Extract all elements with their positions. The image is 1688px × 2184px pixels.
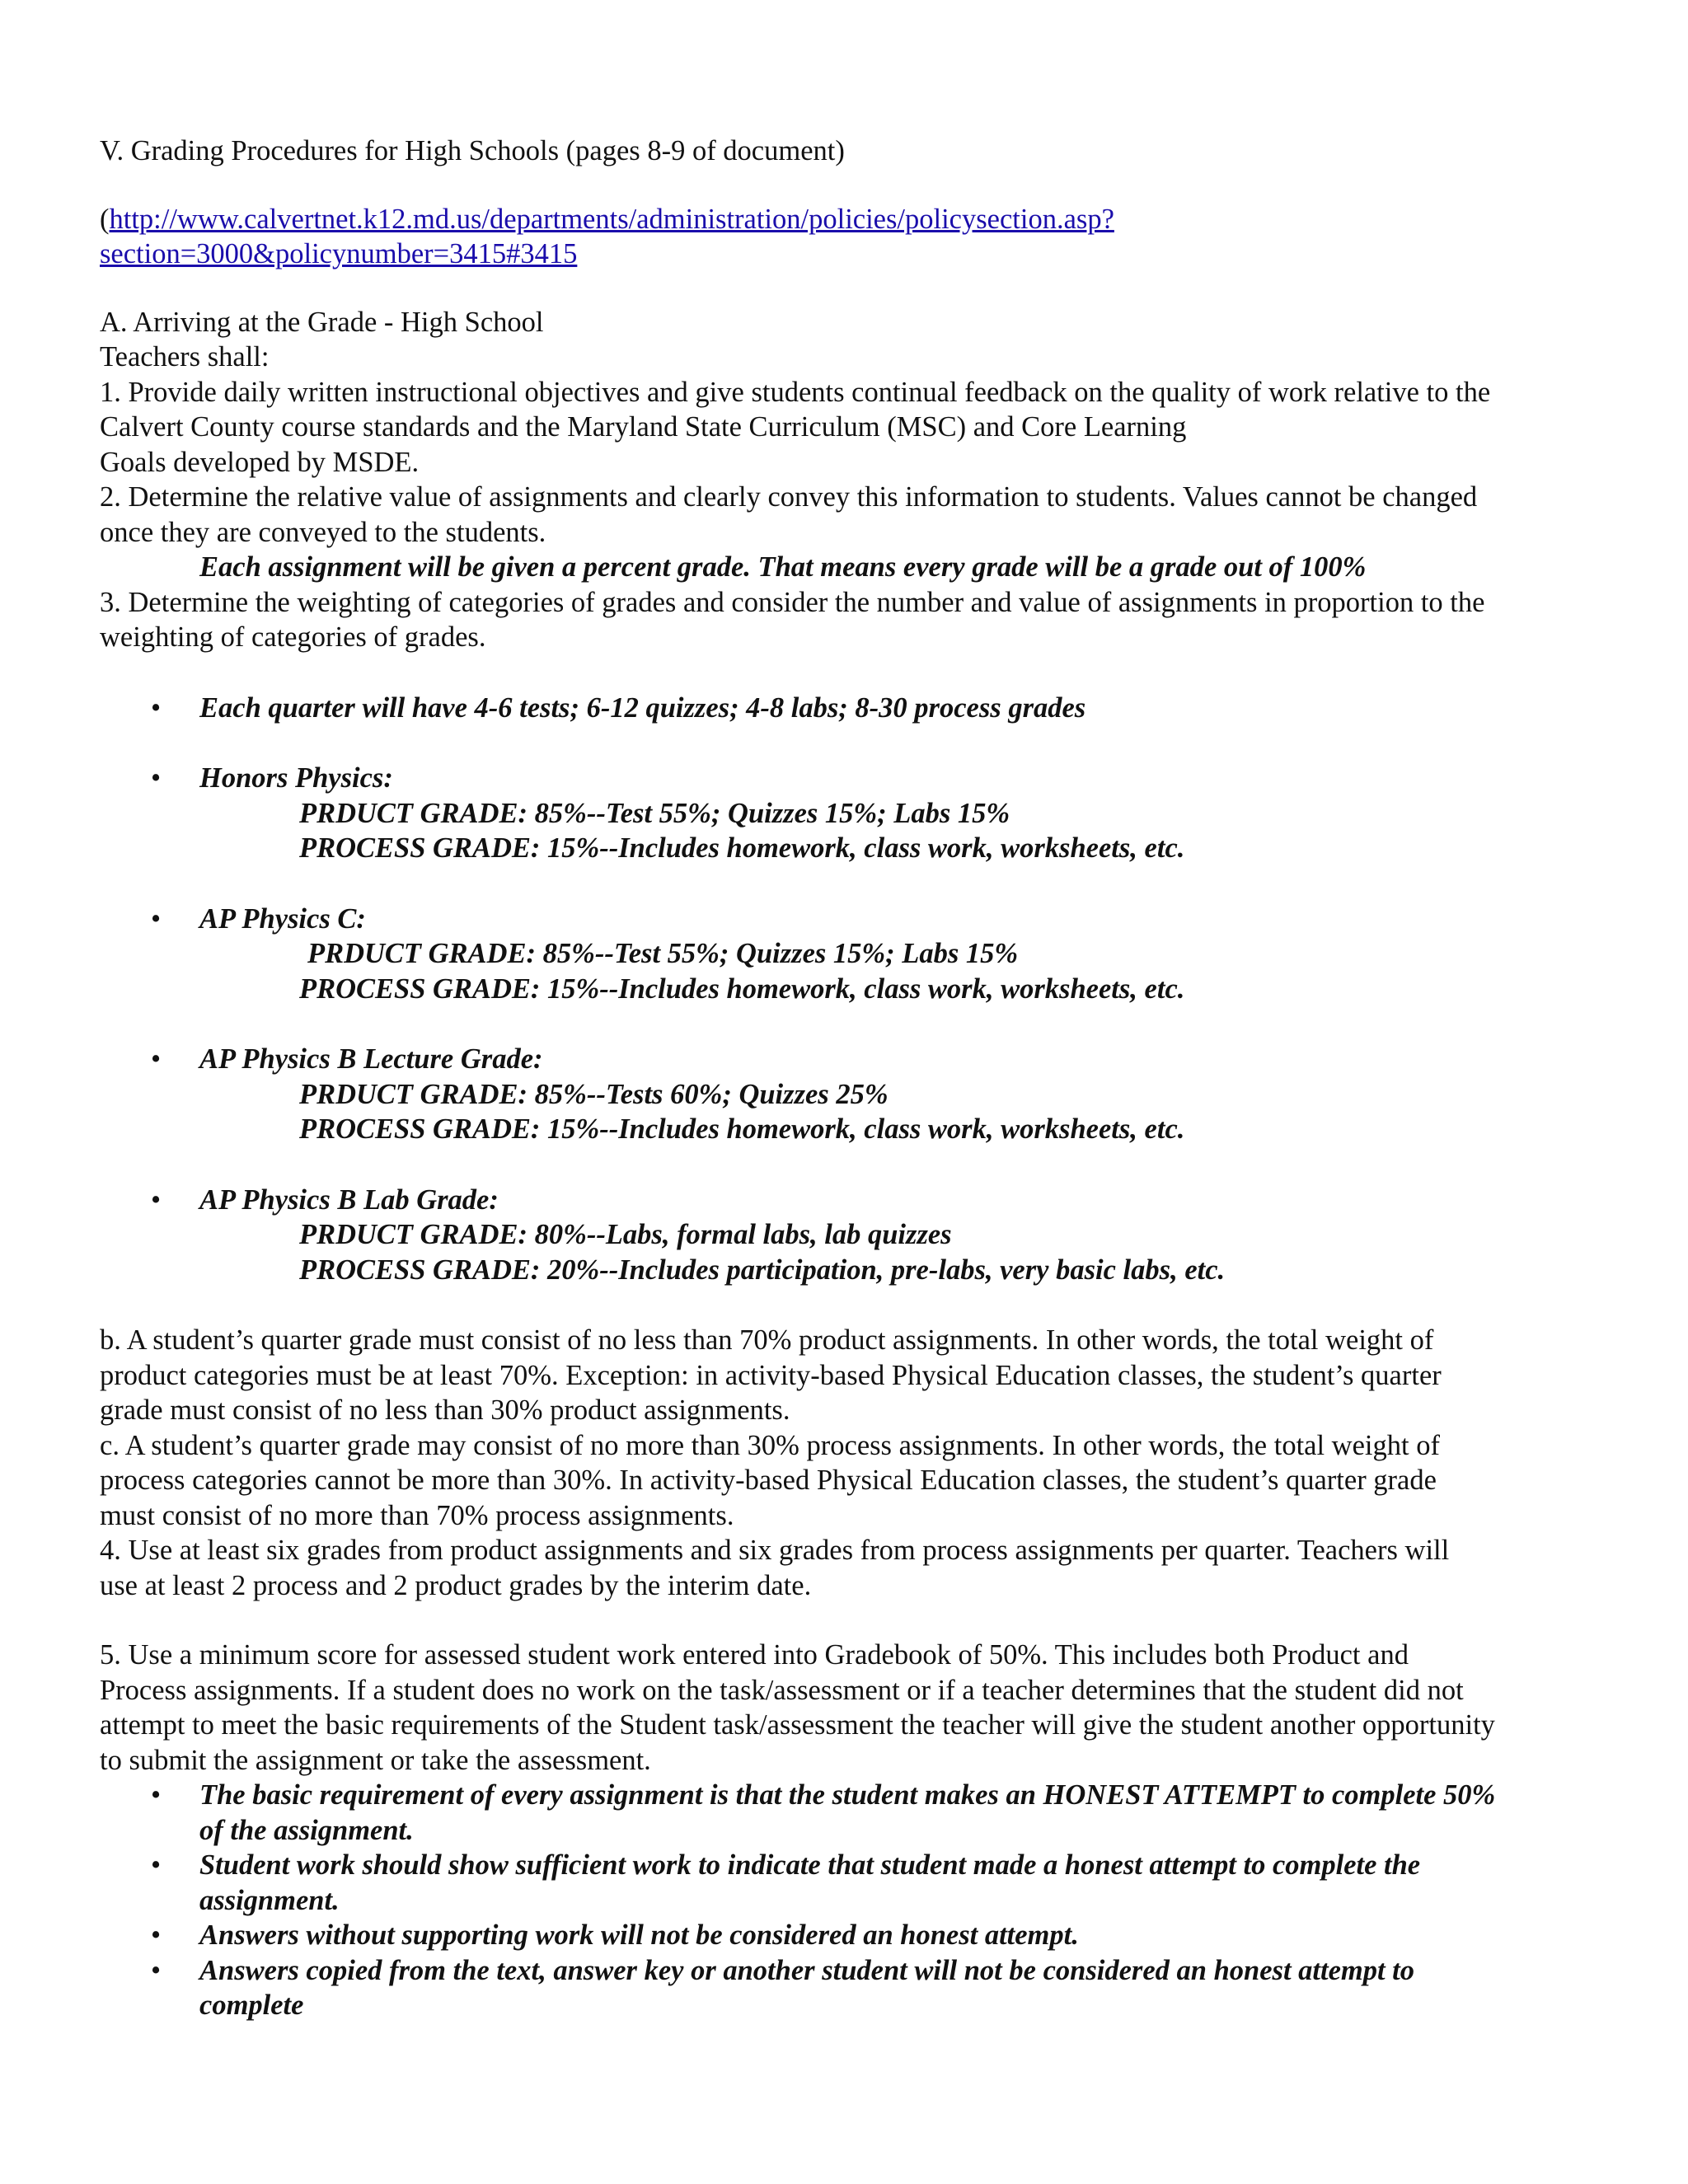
- para-b-line-3: grade must consist of no less than 30% product assignments.: [100, 1394, 790, 1426]
- list-item: [100, 1042, 1608, 1077]
- bullet-icon: •: [151, 1919, 162, 1951]
- process-grade-line: PROCESS GRADE: 15%--Includes homework, class work, worksheets, etc.: [299, 972, 1185, 1005]
- product-grade-line: PRDUCT GRADE: 85%--Test 55%; Quizzes 15%; Labs 15%: [307, 938, 1019, 969]
- process-grade-line: PROCESS GRADE: 15%--Includes homework, class work, worksheets, etc.: [299, 1113, 1185, 1145]
- policy-url-part-2[interactable]: section=3000&policynumber=3415#3415: [100, 238, 578, 269]
- item-1-line-3: Goals developed by MSDE.: [100, 446, 420, 478]
- para-b-line-2: product categories must be at least 70%. Exception: in activity-based Physical Education classes, the student’s quarter: [100, 1359, 1442, 1391]
- process-grade-line: PROCESS GRADE: 20%--Includes participation, pre-labs, very basic labs, etc.: [299, 1254, 1226, 1286]
- copied-answers-rule-line-2: complete: [199, 1990, 304, 2021]
- item-4-line-2: use at least 2 process and 2 product grades by the interim date.: [100, 1569, 812, 1601]
- teachers-shall-intro: Teachers shall:: [100, 341, 270, 373]
- item-5-line-1: 5. Use a minimum score for assessed student work entered into Gradebook of 50%. This includes both Product and: [100, 1639, 1409, 1671]
- para-b-line-1: b. A student’s quarter grade must consist of no less than 70% product assignments. In other words, the total weight of: [100, 1324, 1434, 1356]
- item-5-line-2: Process assignments. If a student does no work on the task/assessment or if a teacher determines that the student did not: [100, 1674, 1464, 1706]
- copied-answers-rule-line-1: Answers copied from the text, answer key or another student will not be considered an honest attempt to: [199, 1954, 1415, 1986]
- bullet-icon: •: [151, 762, 162, 794]
- bullet-icon: •: [151, 902, 162, 935]
- process-grade-line: PROCESS GRADE: 15%--Includes homework, class work, worksheets, etc.: [299, 832, 1185, 864]
- bullet-icon: •: [151, 1043, 162, 1075]
- item-3-line-2: weighting of categories of grades.: [100, 621, 486, 653]
- section-a-heading: A. Arriving at the Grade - High School: [100, 306, 544, 338]
- supporting-work-rule: Answers without supporting work will not be considered an honest attempt.: [199, 1919, 1079, 1951]
- policy-url-part-1[interactable]: http://www.calvertnet.k12.md.us/departments/administration/policies/policysection.asp?: [109, 203, 1114, 235]
- link-open-paren: (: [100, 203, 110, 235]
- item-1-line-1: 1. Provide daily written instructional objectives and give students continual feedback on the quality of work relative to the: [100, 376, 1491, 408]
- product-grade-line: PRDUCT GRADE: 80%--Labs, formal labs, lab quizzes: [299, 1219, 952, 1250]
- document-page: [100, 134, 1608, 2023]
- honest-attempt-rule-line-2: of the assignment.: [199, 1814, 414, 1846]
- list-item: [100, 902, 1608, 937]
- bullet-icon: •: [151, 1954, 162, 1986]
- bullet-icon: •: [151, 1779, 162, 1811]
- sufficient-work-rule-line-1: Student work should show sufficient work to indicate that student made a honest attempt to complete the: [199, 1849, 1421, 1881]
- spacer: [100, 272, 1608, 305]
- item-5-line-3: attempt to meet the basic requirements of the Student task/assessment the teacher will give the student another opportunity: [100, 1709, 1495, 1741]
- grade-count-rule: Each quarter will have 4-6 tests; 6-12 quizzes; 4-8 labs; 8-30 process grades: [199, 691, 1086, 724]
- list-item: [100, 1953, 1608, 2023]
- honest-attempt-rule-line-1: The basic requirement of every assignment is that the student makes an HONEST ATTEMPT to complete 50%: [199, 1779, 1496, 1811]
- sufficient-work-rule-line-2: assignment.: [199, 1884, 340, 1916]
- policy-link[interactable]: [100, 202, 1608, 237]
- list-item: [100, 691, 1608, 726]
- bullet-icon: •: [151, 691, 162, 724]
- spacer: [100, 1287, 1608, 1323]
- spacer: [100, 655, 1608, 691]
- bullet-icon: •: [151, 1849, 162, 1881]
- spacer: [100, 725, 1608, 761]
- list-item: [100, 1848, 1608, 1918]
- product-grade-line: PRDUCT GRADE: 85%--Test 55%; Quizzes 15%; Labs 15%: [299, 797, 1010, 829]
- course-title-ap-physics-b-lecture: AP Physics B Lecture Grade:: [199, 1043, 543, 1075]
- spacer: [100, 169, 1608, 202]
- page-title: V. Grading Procedures for High Schools (pages 8-9 of document): [100, 135, 845, 166]
- percent-grade-note: Each assignment will be given a percent grade. That means every grade will be a grade out of 100%: [199, 551, 1367, 583]
- para-c-line-2: process categories cannot be more than 30%. In activity-based Physical Education classes, the student’s quarter grade: [100, 1465, 1437, 1496]
- product-grade-line: PRDUCT GRADE: 85%--Tests 60%; Quizzes 25%: [299, 1078, 889, 1110]
- para-c-line-1: c. A student’s quarter grade may consist of no more than 30% process assignments. In other words, the total weight of: [100, 1429, 1440, 1461]
- spacer: [100, 866, 1608, 902]
- bullet-icon: •: [151, 1183, 162, 1216]
- course-title-ap-physics-b-lab: AP Physics B Lab Grade:: [199, 1183, 499, 1216]
- item-5-line-4: to submit the assignment or take the assessment.: [100, 1744, 651, 1776]
- course-title-ap-physics-c: AP Physics C:: [199, 902, 366, 935]
- item-3-line-1: 3. Determine the weighting of categories of grades and consider the number and value of assignments in proportion to the: [100, 586, 1485, 618]
- item-1-line-2: Calvert County course standards and the Maryland State Curriculum (MSC) and Core Learning: [100, 411, 1187, 443]
- item-4-line-1: 4. Use at least six grades from product assignments and six grades from process assignments per quarter. Teachers will: [100, 1535, 1450, 1566]
- list-item: [100, 761, 1608, 796]
- list-item: [100, 1918, 1608, 1953]
- spacer: [100, 1603, 1608, 1638]
- item-2-line-2: once they are conveyed to the students.: [100, 516, 546, 548]
- spacer: [100, 1006, 1608, 1042]
- para-c-line-3: must consist of no more than 70% process assignments.: [100, 1499, 734, 1531]
- list-item: [100, 1183, 1608, 1218]
- item-2-line-1: 2. Determine the relative value of assignments and clearly convey this information to students. Values cannot be changed: [100, 481, 1478, 513]
- spacer: [100, 1147, 1608, 1183]
- list-item: [100, 1778, 1608, 1848]
- course-title-honors-physics: Honors Physics:: [199, 762, 393, 794]
